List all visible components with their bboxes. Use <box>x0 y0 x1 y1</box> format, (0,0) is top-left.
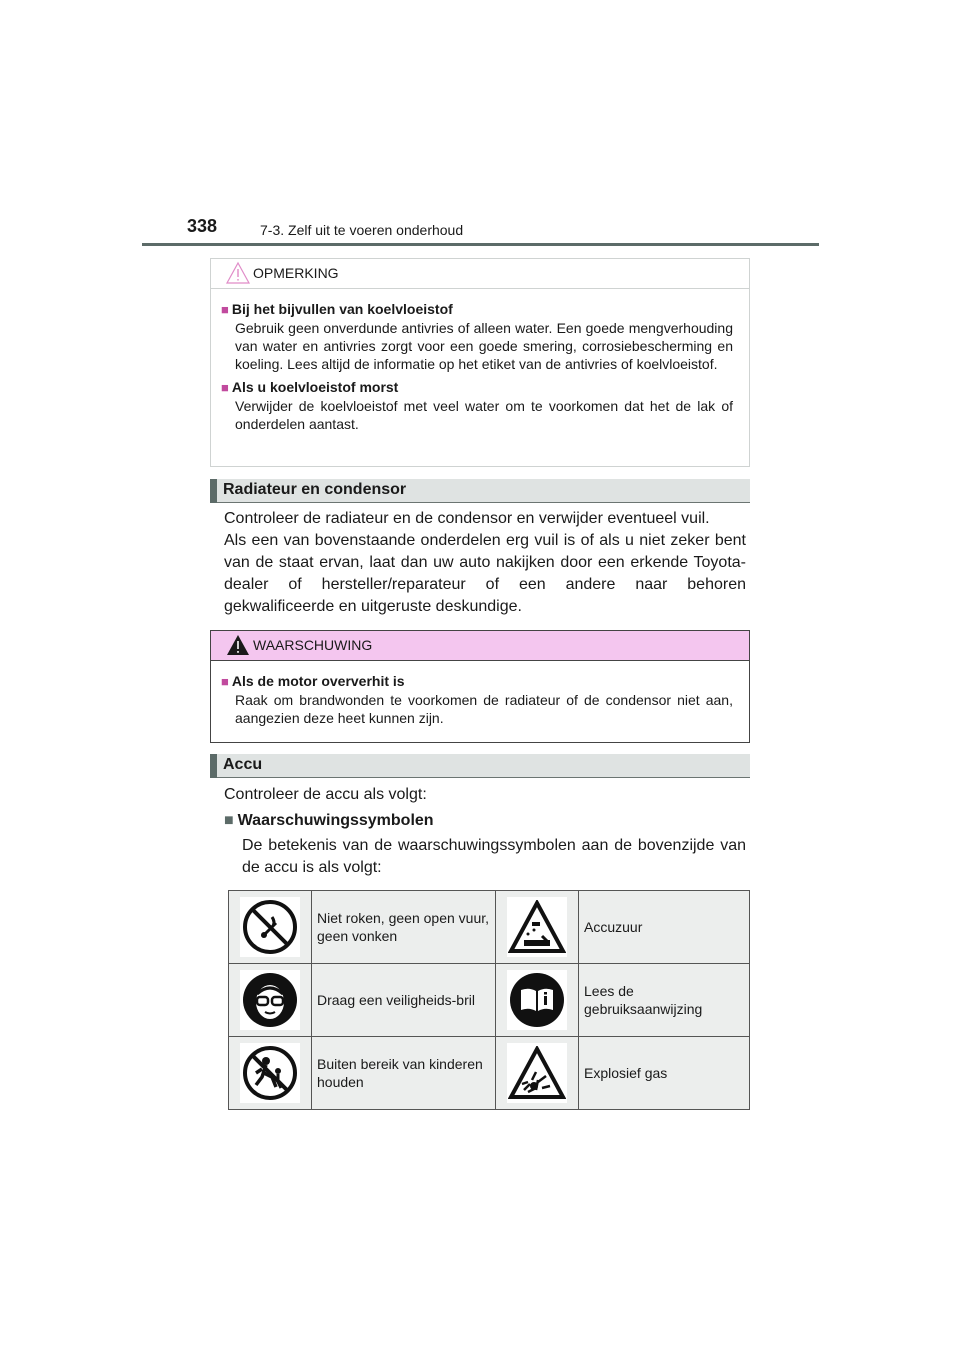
table-row <box>229 1037 750 1110</box>
notice-title: OPMERKING <box>253 265 339 281</box>
notice-item-body: Gebruik geen onverdunde antivries of alleen water. Een goede mengverhouding van water en antivries zorgt voor een goede smering, corrosiebescherming en koeling. Lees altijd de informatie op het etiket van de antivries of koelvloeistof. <box>235 320 733 372</box>
warning-item-heading: ■ Als de motor oververhit is <box>221 673 405 689</box>
keep-away-children-icon <box>240 1043 300 1103</box>
warning-box-header <box>211 631 749 661</box>
battery-intro: Controleer de accu als volgt: <box>224 786 427 803</box>
notice-item-body: Verwijder de koelvloeistof met veel water om te voorkomen dat het de lak of onderdelen aantast. <box>235 398 733 432</box>
battery-subtext: De betekenis van de waarschuwingssymbolen aan de bovenzijde van de accu is als volgt: <box>242 837 746 876</box>
page-number: 338 <box>187 216 218 236</box>
radiator-paragraph-2: Als een van bovenstaande onderdelen erg vuil is of als u niet zeker bent van de staat ervan, laat dan uw auto nakijken door een erkende Toyota-dealer of hersteller/reparateur of een andere naar behoren gekwalificeerde en uitgeruste deskundige. <box>224 532 746 615</box>
symbol-label: Draag een veiligheids-bril <box>312 964 496 1037</box>
notice-box-header <box>211 259 749 289</box>
section-heading-bar <box>210 754 217 778</box>
warning-box <box>210 630 750 743</box>
table-row <box>229 964 750 1037</box>
symbol-label: Lees de gebruiksaanwijzing <box>579 964 750 1037</box>
safety-goggles-icon <box>240 970 300 1030</box>
notice-item-heading: ■ Bij het bijvullen van koelvloeistof <box>221 301 453 317</box>
notice-item-heading: ■ Als u koelvloeistof morst <box>221 379 399 395</box>
symbol-label: Niet roken, geen open vuur, geen vonken <box>312 891 496 964</box>
warning-title: WAARSCHUWING <box>253 637 373 653</box>
warning-symbols-table <box>228 890 750 1110</box>
symbol-label: Accuzuur <box>579 891 750 964</box>
square-bullet-icon: ■ <box>221 380 229 395</box>
section-reference: 7-3. Zelf uit te voeren onderhoud <box>260 222 464 238</box>
square-bullet-icon: ■ <box>221 302 229 317</box>
square-bullet-icon: ■ <box>221 674 229 689</box>
warning-triangle-icon <box>225 633 251 662</box>
explosive-gas-icon <box>507 1043 567 1103</box>
header-rule <box>142 243 819 246</box>
notice-box <box>210 258 750 467</box>
battery-acid-icon <box>507 897 567 957</box>
radiator-paragraph-1: Controleer de radiateur en de condensor en verwijder eventueel vuil. <box>224 510 710 527</box>
section-heading-battery: Accu <box>210 754 750 778</box>
table-row <box>229 891 750 964</box>
caution-triangle-icon <box>225 261 251 290</box>
symbol-label: Buiten bereik van kinderen houden <box>312 1037 496 1110</box>
read-manual-icon <box>507 970 567 1030</box>
battery-subheading: ■ Waarschuwingssymbolen <box>224 812 434 829</box>
warning-item-body: Raak om brandwonden te voorkomen de radiateur of de condensor niet aan, aangezien deze heet kunnen zijn. <box>235 692 733 726</box>
square-bullet-icon: ■ <box>224 812 234 829</box>
no-smoking-icon <box>240 897 300 957</box>
symbol-label: Explosief gas <box>579 1037 750 1110</box>
section-heading-bar <box>210 479 217 503</box>
section-heading-radiator: Radiateur en condensor <box>210 479 750 503</box>
